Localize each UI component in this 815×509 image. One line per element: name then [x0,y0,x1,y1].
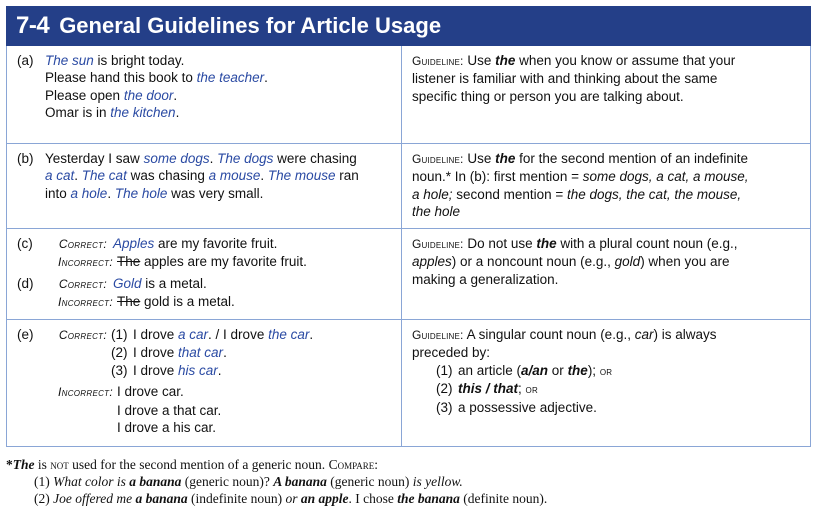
gl2-b: ; [518,381,526,397]
b2-5: . [260,168,268,184]
e-i2: I drove a that car. [117,402,222,418]
chart-title-bar [6,6,811,46]
fn1-5: (generic noun) [326,474,413,489]
row-b-examples [7,144,402,228]
ge-1: car [634,327,654,342]
a2-post: . [264,70,268,86]
fn2-3: (indefinite noun) [187,491,286,506]
fn2-1: Joe offered me [53,491,136,506]
d-incorrect-rest: gold is a metal. [140,294,235,310]
row-b [7,144,810,229]
correct-label: Correct: [58,237,107,251]
a1-rest: is bright today. [93,53,185,68]
fn0-the: The [12,457,35,472]
fn0-compare: Compare [328,457,375,472]
b1-4: were chasing [273,151,357,166]
gb-4: some dogs, a cat, a mouse, [582,169,749,185]
a4-pre: Omar is in [45,105,111,121]
fn2-5: an apple [300,491,349,506]
e-c3-c: . [217,362,222,378]
a3-pre: Please open [45,87,124,103]
ga-the: the [495,53,516,68]
row-cd [7,229,810,320]
fn0-not: not [50,457,69,472]
b3-1: a hole [70,185,108,201]
b3-4: was very small. [167,185,264,201]
gb-0: Use [467,151,496,166]
gl3-a: a possessive adjective. [458,399,597,415]
ge-0: A singular count noun (e.g., [466,327,635,342]
e-i1: I drove car. [117,384,184,400]
b2-3: was chasing [126,168,209,184]
fn1-6: is yellow. [412,474,463,489]
b1-1: some dogs [143,151,210,166]
gc-7: making a generalization. [412,271,559,287]
d-incorrect-the: The [117,294,141,310]
gc-4: ) or a noncount noun (e.g., [451,254,615,270]
gl1-c: or [548,362,568,378]
a4-post: . [175,105,180,121]
gl1-a: an article ( [458,362,522,378]
e-c3-b: his car [178,362,218,378]
c-correct-rest: are my favorite fruit. [154,236,278,251]
row-b-guideline [402,144,810,228]
c-incorrect-rest: apples are my favorite fruit. [140,254,307,270]
fn0-1: is [34,457,51,472]
d-correct-np: Gold [113,275,142,291]
e-c2-b: that car [178,345,224,361]
fn2-6: . I chose [348,491,398,506]
gl1-e: ); [587,362,600,378]
fn2-0: (2) [34,491,54,506]
a3-np: the door [123,87,174,103]
gc-3: apples [412,254,452,270]
ga-4: specific thing or person you are talking about. [412,88,684,104]
e-c3-a: I drove [133,362,179,378]
fn2-7: the banana [397,491,460,506]
gb-2: for the second mention of an indefinite [515,151,749,166]
guideline-label: Guideline: [412,54,464,68]
ga-0: Use [467,53,496,68]
b3-3: The hole [114,185,168,201]
a4-np: the kitchen [110,105,176,121]
b2-1: . [74,168,82,184]
ga-3: listener is familiar with and thinking about the same [412,71,718,87]
footnote-star: * [6,457,13,472]
guideline-label: Guideline: [412,152,464,166]
guideline-label: Guideline: [412,328,464,342]
b2-4: a mouse [208,168,261,184]
b1-2: . [209,151,218,166]
gl2-or: or [525,382,538,397]
guideline-label: Guideline: [412,237,464,251]
b2-2: The cat [81,168,127,184]
b3-2: . [107,185,115,201]
e-c2-c: . [223,345,227,361]
ga-2: when you know or assume that your [515,53,736,68]
label-b: (b) [17,151,34,166]
gl3-num: (3) [436,399,453,415]
e-c1-e: . [309,327,314,342]
fn1-2: a banana [129,474,182,489]
row-e-guideline [402,320,810,446]
guideline-table [6,46,811,447]
gl2-a: this / that [458,381,518,397]
b2-0: a cat [45,168,75,184]
fn2-8: (definite noun). [459,491,548,506]
a2-pre: Please hand this book to [45,70,197,86]
gb-the: the [495,151,516,166]
gb-6: second mention = [452,186,567,202]
b2-6: The mouse [267,168,336,184]
gl1-d: the [567,362,588,378]
label-a: (a) [17,53,34,68]
e-i3: I drove a his car. [117,420,217,436]
fn1-0: (1) [34,474,54,489]
incorrect-label: Incorrect: [58,255,113,270]
b2-7: ran [335,168,359,184]
gc-0: Do not use [467,236,537,251]
row-e-examples [7,320,402,446]
gc-6: ) when you are [640,254,730,270]
fn1-4: A banana [273,474,327,489]
gl1-or: or [599,363,613,378]
gl1-num: (1) [436,362,453,378]
a3-post: . [173,87,178,103]
gb-3: noun.* In (b): first mention = [412,169,583,185]
fn2-4: or [285,491,301,506]
a2-np: the teacher [196,70,265,86]
gc-2: with a plural count noun (e.g., [556,236,738,251]
gc-5: gold [614,254,641,270]
e-c2-num: (2) [111,345,128,361]
gb-7: the dogs, the cat, the mouse, [567,186,742,202]
chart-number: 7-4 [16,12,50,39]
label-c: (c) [17,236,33,251]
row-a [7,46,810,144]
e-c1-d: the car [268,327,310,342]
label-d: (d) [17,275,34,291]
row-cd-examples [7,229,402,319]
chart-title: General Guidelines for Article Usage [59,13,442,38]
row-a-examples [7,46,402,143]
b1-3: The dogs [217,151,274,166]
a1-np: The sun [45,53,94,68]
ge-preceded: preceded by: [412,345,491,361]
label-e: (e) [17,327,34,342]
row-e [7,320,810,446]
gl2-num: (2) [436,381,453,397]
gb-8: the hole [412,204,461,220]
fn1-1: What color is [53,474,130,489]
b3-0: into [45,185,71,201]
e-c3-num: (3) [111,362,128,378]
row-a-guideline [402,46,810,143]
c-correct-np: Apples [113,236,155,251]
gc-the: the [536,236,557,251]
e-c2-a: I drove [133,345,179,361]
correct-label: Correct: [58,328,107,342]
fn0-5: : [374,457,379,472]
fn1-3: (generic noun)? [181,474,274,489]
e-c1-c: . / I drove [208,327,269,342]
e-c1-a: I drove [133,327,179,342]
gl1-b: a/an [521,362,549,378]
c-incorrect-the: The [117,254,141,270]
footnote [6,456,547,507]
e-c1-num: (1) [111,327,128,342]
fn2-2: a banana [135,491,188,506]
correct-label: Correct: [58,276,107,291]
gb-5: a hole; [412,186,453,202]
b1-0: Yesterday I saw [45,151,144,166]
e-c1-b: a car [178,327,209,342]
page [6,6,811,447]
d-correct-rest: is a metal. [141,275,207,291]
fn0-3: used for the second mention of a generic noun. [68,457,329,472]
incorrect-label: Incorrect: [58,295,113,310]
row-cd-guideline [402,229,810,319]
ge-2: ) is always [653,327,717,342]
incorrect-label: Incorrect: [58,385,113,400]
